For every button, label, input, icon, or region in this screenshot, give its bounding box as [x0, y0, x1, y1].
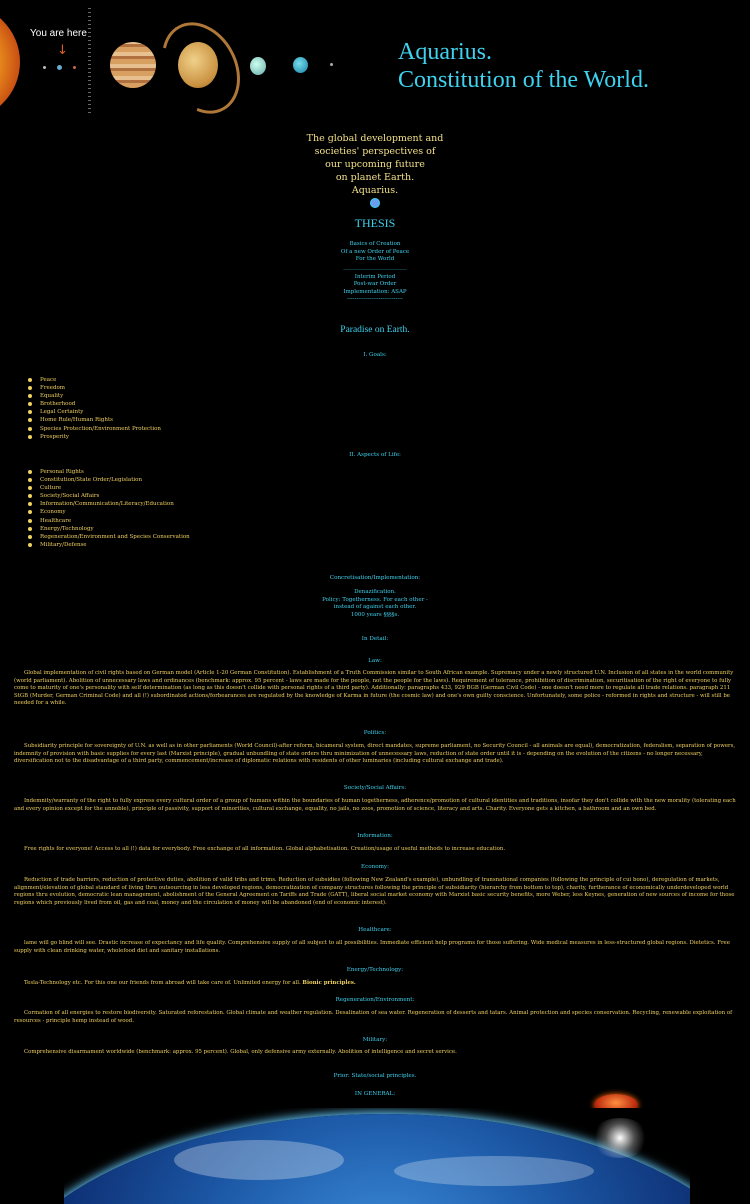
you-are-here-label: You are here: [30, 28, 87, 39]
section-heading-economy: Economy:: [361, 864, 389, 870]
concretisation-line: Denazification.: [354, 589, 396, 595]
list-item: Equality: [28, 392, 161, 400]
concretisation-heading: Concretisation/Implementation:: [329, 575, 421, 581]
list-item: Brotherhood: [28, 400, 161, 408]
energy-text: Tesla-Technology etc. For this one our friends from abroad will take care of. Unlimited energy for all.: [24, 980, 303, 986]
arrow-down-icon: ↓: [57, 43, 68, 58]
separator: _______________________: [343, 263, 407, 270]
paradise-heading: Paradise on Earth.: [340, 325, 410, 335]
list-item: Information/Communication/Literacy/Education: [28, 500, 190, 508]
intro-line: Aquarius.: [351, 185, 399, 196]
section-text-politics: Subsidiarity principle for sovereignty of U.N. as well as in other parliaments (World Council)-after reform, bicameral system, direct mandates, supreme parliament, no Security Council - all animals are equal), democratization, federalism, separation of powers, indemnity of provision with basic supplies for every last (Marxist principle), gradual unbundling of state orders thru minimization of unnecessary laws, reduction of state order until it is - depending on the evolution of the citizens - no longer necessary, diversification not to the disadvantage of a third party, commencement/increase of diplomatic relations with residents of other luminaries (including cultural exchange and trade).: [14, 743, 736, 765]
section-heading-society: Society/Social Affairs:: [343, 785, 407, 791]
section-heading-information: Information:: [357, 833, 393, 839]
list-item: Healthcare: [28, 517, 190, 525]
section-text-society: Indemnity/warranty of the right to fully express every cultural order of a group of humans within the boundaries of human togetherness, adherence/promotion of cultural identities and traditions, insofar they don't collide with the new morality (tolerating each and every opinion except for the unnoble), principle of passivity, support of minorities, cultural exchange, equality, no jails, no zoos, promotion of science, literacy and arts. Charity. Everyone gets a kitchen, a bathroom and an own bed.: [14, 798, 736, 812]
aspects-list: [28, 468, 190, 549]
list-item: Species Protection/Environment Protection: [28, 425, 161, 433]
section-text-information: Free rights for everyone! Access to all (!) data for everybody. Free exchange of all information. Global alphabetisation. Creation/usage of useful methods to increase education.: [24, 846, 506, 852]
concretisation-block: [0, 589, 750, 619]
thesis-line: Implementation: ASAP: [343, 288, 407, 295]
list-item: Home Rule/Human Rights: [28, 416, 161, 424]
list-item: Personal Rights: [28, 468, 190, 476]
section-text-economy: Reduction of trade barriers, reduction of protective duties, abolition of valid tribs and trims. Reduction of subsidies (following New Zealand's example), unbundling of transnational companies (following the principle of cui bono), deregulation of markets, alignment/elevation of global standard of living thru outsourcing in less developed regions, democratization of company structures following the principle of subsidiarity (hierarchy from bottom to top), charity, furtherance of economically underdeveloped world regions thru evolution, democratic lean management, abolishment of the General Agreement on Tariffs and Trade (GATT), liberal social market economy with Marxist basic security benefits, more Weber, less Keynes, generation of new sources of income for those regions which previously lived from oil, gas and coal, money and the circulation of money will be abandoned (end of economic interest).: [14, 877, 735, 906]
section-text-healthcare: lame will go blind will see. Drastic increase of expectancy and life quality. Comprehensive supply of all subject to all possibilities. Immediate efficient help programs for those suffering. Wide medical measures in less-structured global regions. Dietetics. Free supply with clean drinking water, wholefood diet and sanitary installations.: [14, 940, 730, 954]
list-item: Economy: [28, 508, 190, 516]
thesis-title: THESIS: [354, 216, 396, 230]
in-detail-heading: In Detail:: [361, 636, 389, 642]
intro-line: on planet Earth.: [335, 172, 415, 183]
section-heading-politics: Politics:: [363, 730, 387, 736]
page-title-line2: Constitution of the World.: [398, 67, 649, 93]
page-title-line1: Aquarius.: [398, 39, 492, 65]
solar-system-banner: [0, 0, 340, 124]
intro-line: our upcoming future: [325, 159, 425, 170]
neptune-image: [293, 57, 308, 73]
page-title: [398, 38, 649, 94]
intro-block: [0, 132, 750, 208]
saturn-ring: [147, 9, 256, 124]
thesis-line: Interim Period: [354, 273, 396, 280]
intro-line: The global development and: [306, 133, 444, 144]
concretisation-line: Policy: Togetherness. For each other -: [322, 596, 428, 603]
jupiter-image: [110, 42, 156, 88]
goals-list: [28, 376, 161, 441]
separator: ------------------------------: [347, 296, 403, 302]
section-heading-healthcare: Healthcare:: [358, 927, 392, 933]
thesis-line: For the World: [355, 256, 395, 262]
list-item: Military/Defense: [28, 541, 190, 549]
section-heading-regeneration: Regeneration/Environment:: [335, 997, 415, 1003]
section-text-law: Global implementation of civil rights based on German model (Article 1-20 German Constitution). Establishment of a Truth Commission similar to South African example. Supremacy under a newly structured U.N. Inclusion of all states in the world community (world parliament). Abolition of unnecessary laws and ordinances (benchmark: approx. 95 percent - laws are made for the people, not the people for the laws). Requirement of tolerance, prohibition of discrimination, securitisation of the right of everyone to fully come to maturity of one's personality with self determination (as long as this doesn't collide with personal rights of a third party). Additionally: paragraphs 433, 929 BGB (German Civil Code) - one doesn't need more to regulate all trade relations. paragraph 211 StGB (Murder, German Criminal Code) and all (!) subordinated actions/forbearances are regulated by the knowledge of Karma in future (the cosmic law) and one's own guilty conscience. Unfortunately, some police - reformed in rights and structure - will still be needed for a while.: [14, 670, 734, 707]
intro-line: societies' perspectives of: [314, 146, 436, 157]
list-item: Regeneration/Environment and Species Conservation: [28, 533, 190, 541]
concretisation-line: 1000 years §§§§s.: [350, 611, 400, 618]
list-item: Legal Certainty: [28, 408, 161, 416]
sun-image: [0, 4, 20, 120]
prior-heading: Prior: State/social principles.: [333, 1073, 417, 1079]
thesis-block: [0, 241, 750, 302]
list-item: Prosperity: [28, 433, 161, 441]
section-text-energy: [14, 980, 736, 988]
list-item: Energy/Technology: [28, 525, 190, 533]
list-item: Culture: [28, 484, 190, 492]
mars-image: [73, 66, 76, 69]
list-item: Peace: [28, 376, 161, 384]
in-general-heading: IN GENERAL:: [354, 1091, 396, 1097]
energy-bold-text: Bionic principles.: [302, 980, 356, 986]
earth-image: [57, 65, 62, 70]
section-text-regeneration: Cormation of all energies to restore biodiversity. Saturated reforestation. Global climate and weather regulation. Desalination of sea water. Regeneration of desserts and tatars. Animal protection and species conservation. Recycling, renewable exploitation of resources - principle hemp instead of wood.: [14, 1010, 733, 1024]
uranus-image: [250, 57, 266, 75]
section-heading-energy: Energy/Technology:: [346, 967, 404, 973]
section-heading-military: Military:: [362, 1037, 388, 1043]
mercury-image: [43, 66, 46, 69]
section-heading-law: Law:: [368, 658, 382, 664]
list-item: Constitution/State Order/Legislation: [28, 476, 190, 484]
aspects-heading: II. Aspects of Life:: [349, 452, 401, 458]
pluto-image: [330, 63, 333, 66]
list-item: Society/Social Affairs: [28, 492, 190, 500]
section-text-military: Comprehensive disarmament worldwide (benchmark: approx. 95 percent). Global, only defensive army externally. Abolition of intelligence and secret service.: [24, 1049, 457, 1055]
list-item: Freedom: [28, 384, 161, 392]
thesis-line: Of a new Order of Peace: [340, 248, 410, 255]
goals-heading: I. Goals:: [363, 352, 387, 358]
thesis-line: Basics of Creation: [349, 241, 401, 247]
earth-from-space-image: [64, 1108, 690, 1204]
aquarius-symbol-icon: [370, 198, 380, 208]
concretisation-line: instead of against each other.: [333, 604, 417, 610]
thesis-line: Post-war Order: [353, 281, 397, 287]
